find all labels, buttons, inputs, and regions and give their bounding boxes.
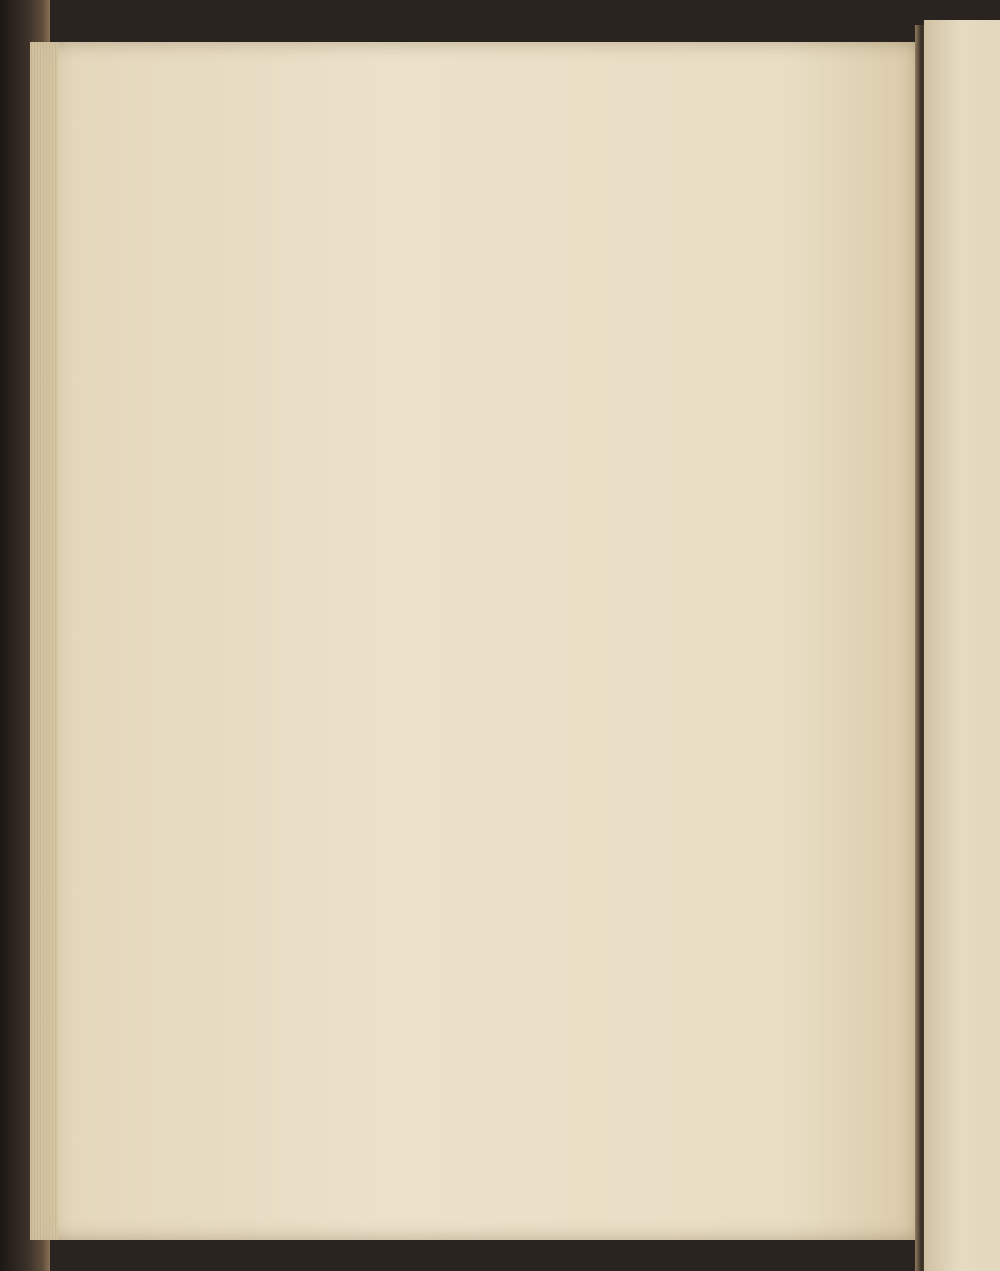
next-page-fragment — [924, 20, 1000, 1271]
page-edge — [30, 42, 58, 1240]
book-page — [30, 42, 918, 1240]
